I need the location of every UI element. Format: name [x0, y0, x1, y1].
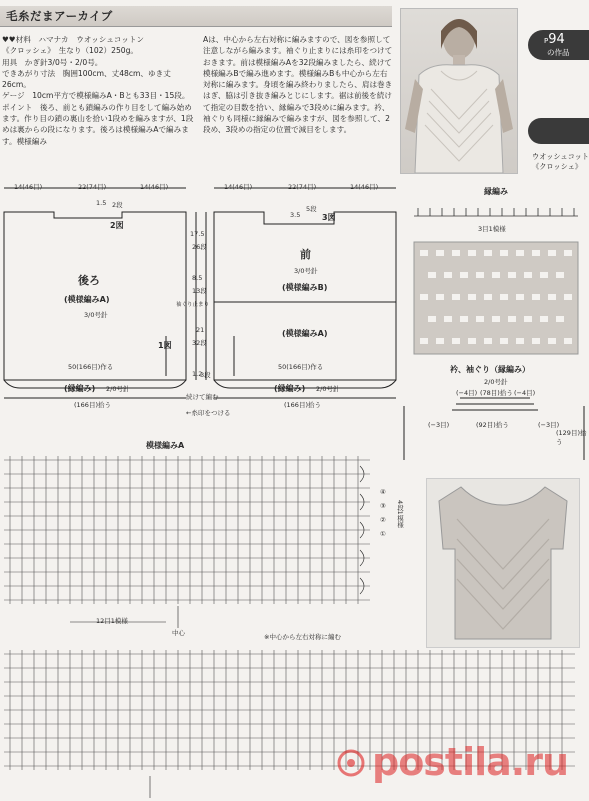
garment-photo [426, 478, 580, 648]
back-dim-center: 22(74目) [78, 183, 107, 191]
garment-figure [427, 479, 579, 647]
model-photo [400, 8, 518, 174]
row-mark-4: ④ [380, 488, 386, 496]
watermark: postila.ru [372, 740, 569, 784]
side-yarn-text: ウオッシュコット 《クロッシェ》 [532, 152, 589, 171]
pattern-a-repeat: 12目1模様 [96, 617, 128, 625]
collar-dec1: (−4目) [456, 389, 478, 397]
page-number: P94 [544, 32, 565, 47]
front-neck-rows: 5段 [306, 205, 317, 213]
front-edge: (縁編み) [274, 384, 306, 393]
back-side-label: 1図 [158, 341, 172, 350]
collar-count: (78目)拾う [480, 389, 513, 397]
dim-edge: 1.2 [192, 370, 203, 378]
back-dim-left: 14(46目) [14, 183, 43, 191]
works-label: の作品 [547, 48, 570, 57]
edging-swatch [414, 242, 578, 354]
front-outline [214, 212, 396, 380]
page-title: 毛糸だまアーカイブ [6, 9, 113, 23]
back-shoulder-label: 2図 [110, 221, 124, 230]
back-title: 後ろ [78, 274, 100, 287]
row-mark-1: ① [380, 530, 386, 538]
back-chain: 50(166目)作る [68, 363, 114, 371]
front-pickup: (166目)拾う [284, 401, 321, 409]
front-chain: 50(166目)作る [278, 363, 324, 371]
edging-chart [414, 208, 578, 216]
front-shoulder-label: 3図 [322, 213, 336, 222]
dim-body-rows: 32段 [192, 339, 207, 347]
collar-mid-count: (92目)拾う [476, 421, 509, 429]
row-mark-2: ② [380, 516, 386, 524]
dim-top: 17.5 [190, 230, 205, 238]
pattern-a-chart [4, 456, 370, 628]
dim-mid: 8.5 [192, 274, 203, 282]
back-pattern: (模様編みA) [64, 295, 110, 304]
collar-left: (−3目) [428, 421, 450, 429]
front-pattern-b: (模様編みB) [282, 283, 328, 292]
collar-dec2: (−4目) [514, 389, 536, 397]
armhole-note: 袖ぐり止まり [176, 302, 210, 308]
front-hook: 3/0号針 [294, 267, 318, 275]
postila-logo-icon [336, 748, 366, 778]
collar-hook: 2/0号針 [484, 378, 508, 386]
materials-text: ♥♥材料 ハマナカ ウオッシュコットン 《クロッシェ》 生なり（102）250g。 用具 かぎ針3/0号・2/0号。 できあがり寸法 胸囲100cm、丈48cm、ゆき丈26cm。 ゲージ 10cm平方で模様編みA・Bとも33目・15段。 ポイント 後ろ、前とも鎖編みの作り目をして編み始めます。作り目の鎖の裏山を拾い1段めを編みますが、1段めは裏からの段になります。後ろは模様編みAで編みます。模様編み [2, 35, 194, 146]
dim-edge-rows: 3段 [200, 371, 211, 379]
dim-top-rows: 26段 [192, 243, 207, 251]
front-edge-hook: 2/0号針 [316, 385, 340, 393]
front-title: 前 [300, 248, 311, 261]
collar-right-count: (129目)拾う [556, 429, 587, 446]
edging-title: 縁編み [484, 187, 508, 196]
back-edge: (縁編み) [64, 384, 96, 393]
edging-repeat: 3目1模様 [478, 225, 506, 233]
row-mark-3: ③ [380, 502, 386, 510]
front-dim-left: 14(46目) [224, 183, 253, 191]
mark-note: ←糸印をつける [186, 409, 231, 417]
front-pattern-a: (模様編みA) [282, 329, 328, 338]
front-dim-center: 22(74目) [288, 183, 317, 191]
back-neck-depth: 1.5 [96, 199, 107, 207]
front-neck-depth: 3.5 [290, 211, 301, 219]
pattern-a-note: ※中心から左右対称に編む [264, 633, 341, 641]
collar-right: (−3目) [538, 421, 560, 429]
dim-body: 21 [196, 326, 205, 334]
pattern-a-title: 模様編みA [146, 441, 185, 450]
back-hook: 3/0号針 [84, 311, 108, 319]
pattern-a-rows: 4段1模様 [396, 500, 404, 528]
model-figure [401, 9, 517, 173]
dim-mid-rows: 13段 [192, 287, 207, 295]
back-pickup: (166目)拾う [74, 401, 111, 409]
back-edge-hook: 2/0号針 [106, 385, 130, 393]
collar-title: 衿、袖ぐり（縁編み） [450, 365, 530, 374]
instructions-text: Aは、中心から左右対称に編みますので、図を参照して注意しながら編みます。袖ぐり止まりには糸印をつけておきます。前は模様編みAを32段編みましたら、続けて模様編みBで編み進めます。模様編みBも中心から左右対称に編みます。身頃を編み終わりましたら、肩は巻きはぎ、脇は引き抜き編みとじにします。裾は前後を続けて指定の目数を拾い、縁編みで3段めに編みます。衿、袖ぐりも同様に縁編みで編みますが、図を参照して、2段め、3段めの指定の位置で減目をします。 [203, 35, 393, 135]
back-neck-rows: 2段 [112, 201, 123, 209]
pattern-a-center: 中心 [172, 629, 185, 637]
yarn-badge [528, 118, 589, 144]
front-dim-right: 14(46目) [350, 183, 379, 191]
join-note: 続けて編む [186, 393, 219, 401]
back-dim-right: 14(46目) [140, 183, 169, 191]
